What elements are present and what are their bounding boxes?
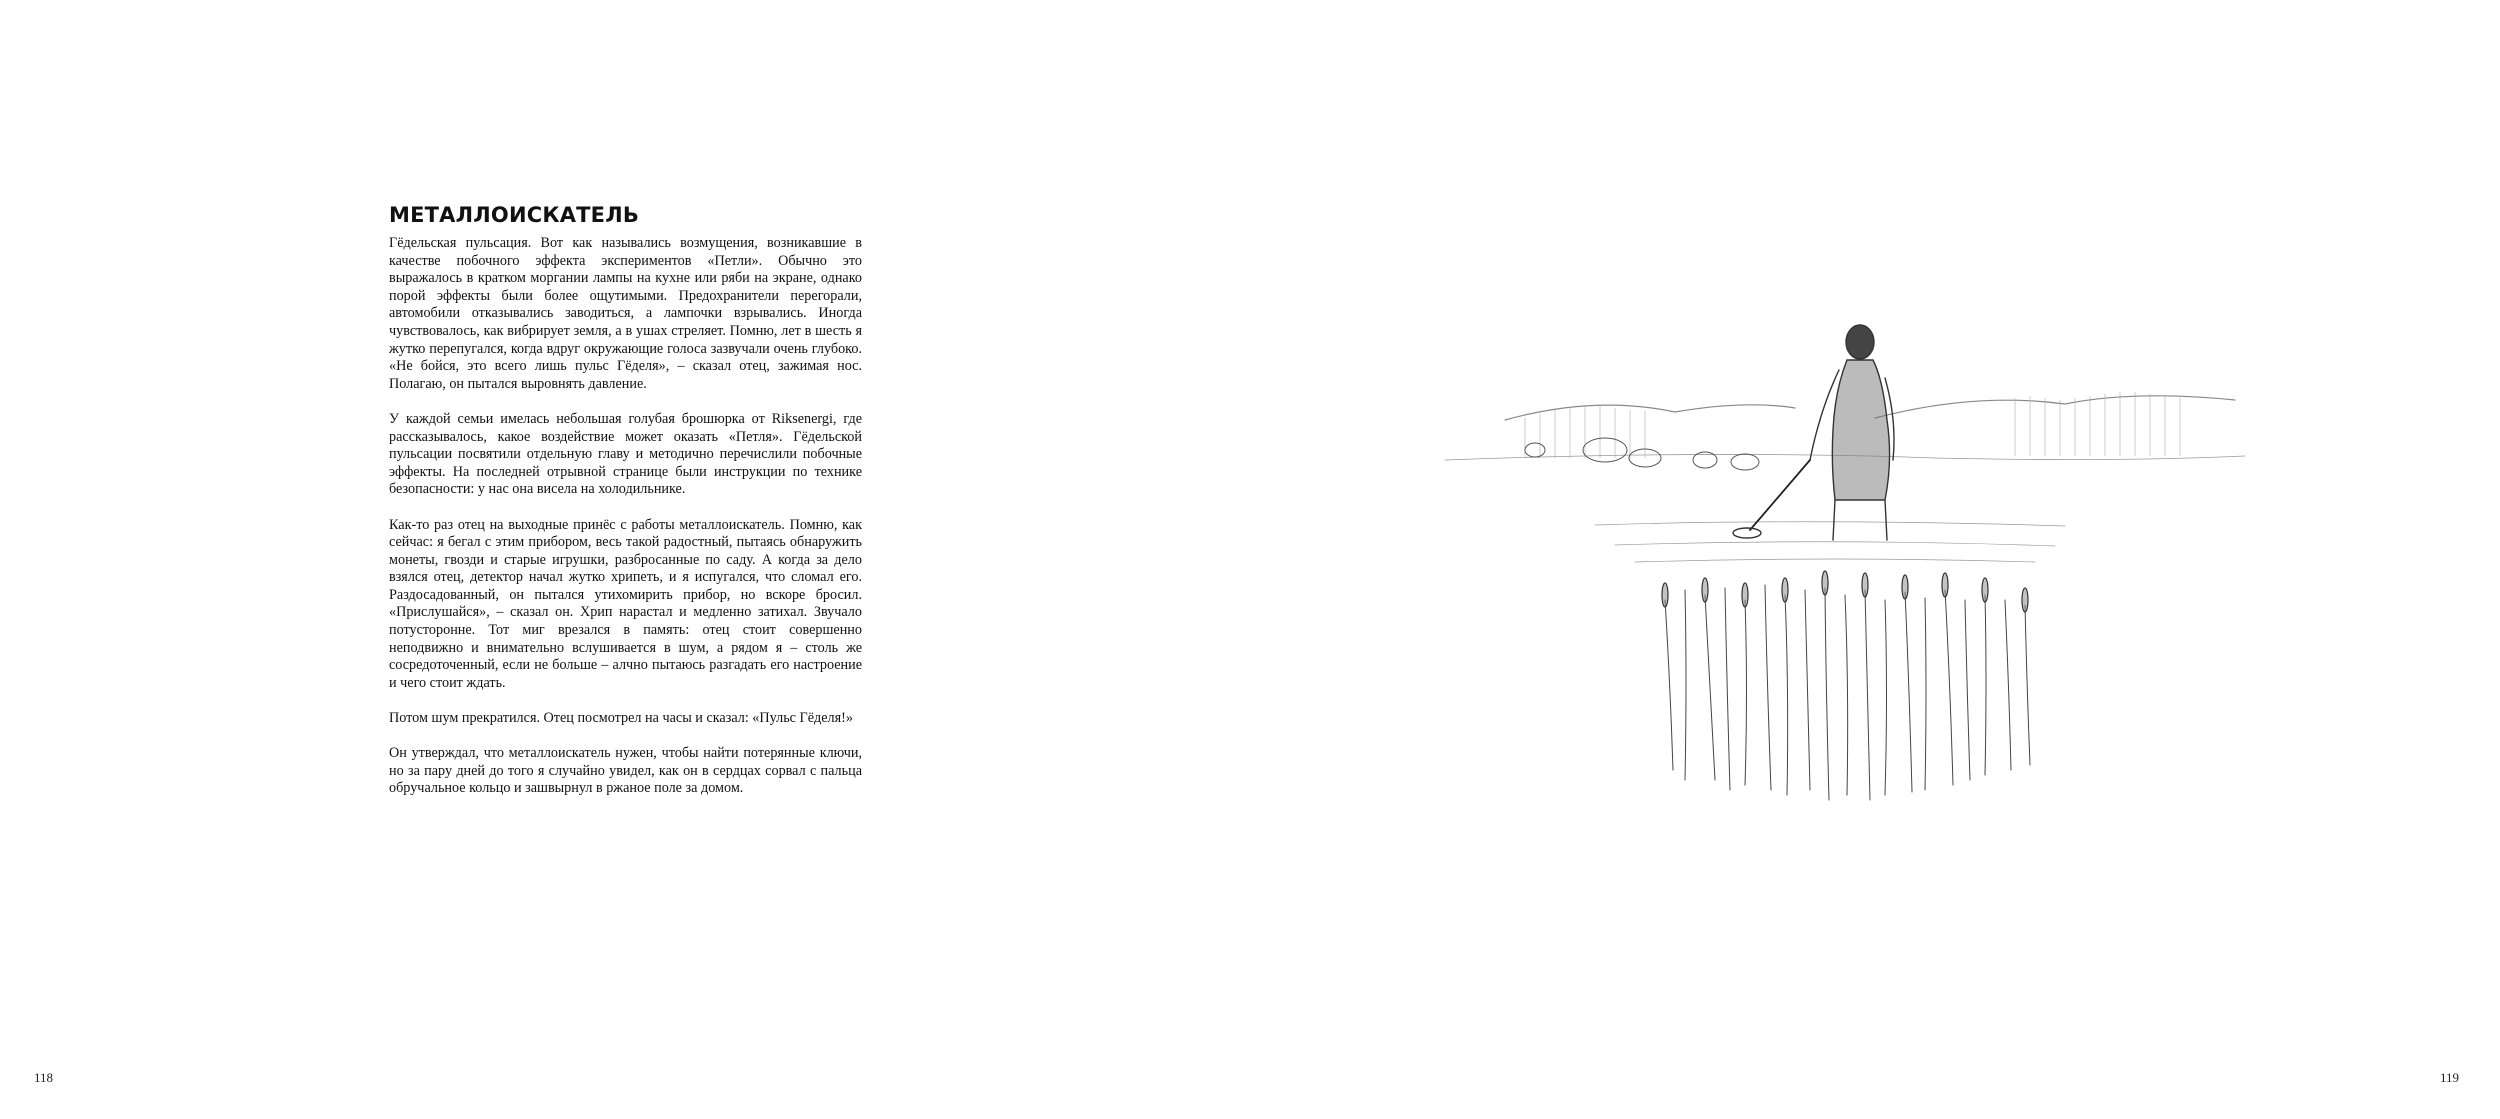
field-strokes: [1595, 522, 2065, 562]
man-figure: [1733, 325, 1894, 540]
page-number-left: 118: [34, 1070, 54, 1085]
hill-left: [1505, 405, 1795, 420]
paragraph: Он утверждал, что металлоискатель нужен, чтобы найти потерянные ключи, но за пару дней до того я случайно увидел, как он в сердцах сорвал с пальца обручальное кольцо и зашвырнул в ржаное поле за домом.: [389, 745, 862, 797]
field-sketch-illustration: [1415, 300, 2265, 840]
tree-cluster: [1525, 438, 1759, 470]
paragraph: У каждой семьи имелась небольшая голубая брошюрка от Riksenergi, где рассказывалось, какое воздействие может оказать «Петля». Гёдельской пульсации посвятили отдельную главу и методично перечислили побочные эффекты. На последней отрывной странице были инструкции по технике безопасности: у нас она висела на холодильнике.: [389, 410, 862, 498]
paragraph: Как-то раз отец на выходные принёс с работы металлоискатель. Помню, как сейчас: я бегал с этим прибором, весь такой радостный, пытаясь обнаружить монеты, гвозди и старые игрушки, разбросанные по саду. А когда за дело взялся отец, детектор начал жутко хрипеть, и я испугался, что сломал его. Раздосадованный, он пытался утихомирить прибор, но вскоре бросил. «Прислушайся», – сказал он. Хрип нарастал и медленно затихал. Звучало потусторонне. Тот миг врезался в память: отец стоит совершенно неподвижно и внимательно вслушивается в шум, а рядом я – столь же сосредоточенный, если не больше – алчно пытаюсь разгадать его настроение и чего стоит ждать.: [389, 516, 862, 691]
page-number-right: 119: [2440, 1070, 2460, 1085]
article: [389, 202, 862, 816]
paragraph: Гёдельская пульсация. Вот как назывались возмущения, возникавшие в качестве побочного эффекта экспериментов «Петли». Обычно это выражалось в кратком моргании лампы на кухне или ряби на экране, однако порой эффекты были более ощутимыми. Предохранители перегорали, автомобили отказывались заводиться, а лампочки взрывались. Иногда чувствовалось, как вибрирует земля, а в ушах стреляет. Помню, лет в шесть я жутко перепугался, когда вдруг окружающие голоса зазвучали очень глубоко. «Не бойся, это всего лишь пульс Гёделя», – сказал отец, зажимая нос. Полагаю, он пытался выровнять давление.: [389, 235, 862, 392]
hill-right: [1875, 396, 2235, 418]
article-title: МЕТАЛЛОИСКАТЕЛЬ: [389, 203, 640, 227]
wheat-stalks: [1665, 585, 2030, 800]
paragraph: Потом шум прекратился. Отец посмотрел на часы и сказал: «Пульс Гёделя!»: [389, 710, 853, 727]
